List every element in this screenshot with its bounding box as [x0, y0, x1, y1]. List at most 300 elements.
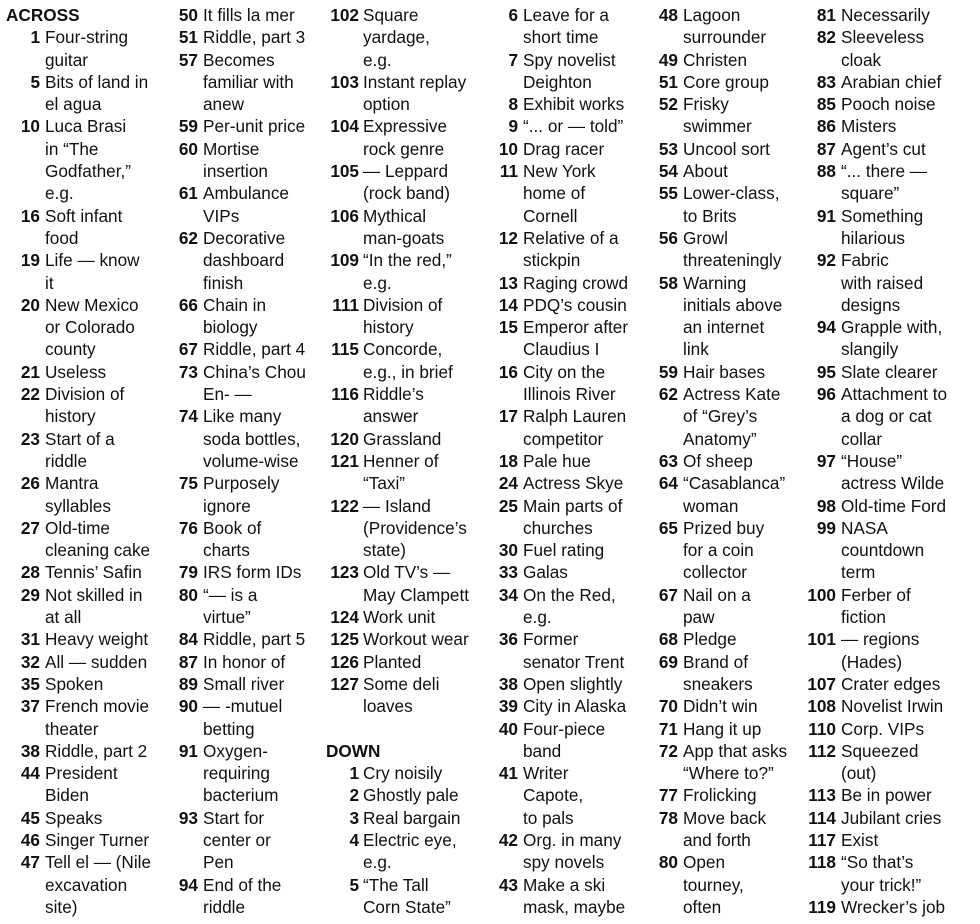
clue-text-line: ignore: [203, 495, 251, 516]
clue-text-line: at all: [45, 607, 82, 628]
clue-number: 7: [508, 49, 518, 70]
clue: [496, 227, 648, 272]
clue-text-line: En- —: [203, 384, 252, 405]
clue-text-line: — regions: [841, 629, 920, 650]
clue-text-line: Writer: [523, 763, 569, 784]
clue-text-line: Emperor after: [523, 317, 629, 338]
clue-number: 48: [658, 5, 678, 25]
clue-text-line: IRS form IDs: [203, 562, 302, 583]
clue: [170, 673, 320, 695]
clue: [654, 272, 804, 361]
clue: [496, 495, 648, 540]
clue-number: 79: [178, 562, 198, 583]
clue-text-line: Heavy weight: [45, 629, 149, 650]
clue-number: 27: [20, 517, 40, 538]
clue: [170, 472, 320, 517]
clue: [326, 71, 490, 116]
clue-number: 9: [508, 116, 518, 137]
clue-number: 56: [658, 227, 678, 248]
clue-text-line: paw: [683, 607, 715, 628]
clue-text-line: Make a ski: [523, 874, 606, 895]
clue-text-line: Oxygen-: [203, 740, 268, 761]
clue-text-line: insertion: [203, 161, 268, 182]
clue: [326, 628, 490, 650]
clue-text-line: Planted: [363, 651, 422, 672]
clue-text-line: Grassland: [363, 428, 442, 449]
section-spacer: [326, 718, 490, 740]
clue-number: 31: [20, 629, 40, 650]
clue-number: 38: [498, 673, 518, 694]
clue: [654, 450, 804, 472]
clue: [326, 160, 490, 205]
clue-number: 67: [658, 584, 678, 605]
clue-text-line: Old-time Ford: [841, 495, 947, 516]
clue-number: 17: [498, 406, 518, 427]
clue: [654, 49, 804, 71]
clue-text-line: stickpin: [523, 250, 581, 271]
clue-number: 11: [499, 161, 518, 182]
clue: [6, 740, 161, 762]
clue-text-line: President: [45, 763, 118, 784]
clue-text-line: Mortise: [203, 138, 260, 159]
clue: [805, 450, 975, 495]
clue-text-line: Novelist Irwin: [841, 696, 944, 717]
clue-number: 111: [332, 294, 359, 315]
clue-text-line: Like many: [203, 406, 282, 427]
clue: [805, 851, 975, 896]
clue: [326, 651, 490, 673]
clue-text-line: Arabian chief: [841, 71, 942, 92]
clue-text-line: man-goats: [363, 227, 445, 248]
clue-text-line: loaves: [363, 696, 413, 717]
clue: [326, 338, 490, 383]
clue-number: 99: [816, 517, 836, 538]
clue-text-line: Soft infant: [45, 205, 123, 226]
clue-text-line: countdown: [841, 540, 925, 561]
clue-text-line: Instant replay: [363, 71, 467, 92]
clue-text-line: “In the red,”: [363, 250, 452, 271]
clue-text-line: Mythical: [363, 205, 427, 226]
clue-text-line: (Hades): [841, 651, 903, 672]
clue-text-line: of “Grey’s: [683, 406, 758, 427]
clue: [496, 472, 648, 494]
clue-text-line: surrounder: [683, 27, 767, 48]
clue-text-line: familiar with: [203, 71, 294, 92]
clue-text-line: Grapple with,: [841, 317, 943, 338]
clue: [170, 651, 320, 673]
clue: [805, 71, 975, 93]
clue-text-line: Riddle, part 4: [203, 339, 306, 360]
clue-text-line: End of the: [203, 874, 282, 895]
clue: [170, 115, 320, 137]
clue-number: 8: [508, 94, 518, 115]
clue-text-line: to Brits: [683, 205, 737, 226]
clue-text-line: betting: [203, 718, 255, 739]
clue: [654, 740, 804, 785]
clue: [170, 4, 320, 26]
clue-text-line: answer: [363, 406, 419, 427]
clue: [496, 361, 648, 406]
clue: [805, 316, 975, 361]
clue-text-line: In honor of: [203, 651, 286, 672]
clue-text-line: Uncool sort: [683, 138, 770, 159]
clue-text-line: Ghostly pale: [363, 785, 459, 806]
clue-number: 98: [816, 495, 836, 516]
clue-text-line: Spy novelist: [523, 49, 616, 70]
clue-text-line: Of sheep: [683, 450, 753, 471]
clue: [496, 561, 648, 583]
clue: [6, 428, 161, 473]
clue-number: 10: [20, 116, 40, 137]
clue-text-line: Christen: [683, 49, 747, 70]
clue-text-line: May Clampett: [363, 584, 470, 605]
clue: [805, 93, 975, 115]
clue: [805, 160, 975, 205]
clue: [6, 71, 161, 116]
clue: [805, 361, 975, 383]
clue-number: 100: [807, 584, 836, 605]
clue-text-line: square”: [841, 183, 900, 204]
clue-text-line: cleaning cake: [45, 540, 151, 561]
clue: [805, 249, 975, 316]
clue-text-line: requiring: [203, 763, 270, 784]
clue: [6, 829, 161, 851]
clue-number: 36: [498, 629, 518, 650]
clue-text-line: Leave for a: [523, 5, 609, 25]
clue-number: 81: [816, 5, 836, 25]
clue-text-line: VIPs: [203, 205, 240, 226]
clue: [170, 628, 320, 650]
clue-text-line: PDQ’s cousin: [523, 294, 627, 315]
clue: [496, 695, 648, 717]
clue-number: 74: [178, 406, 198, 427]
clue-number: 24: [498, 473, 518, 494]
clue: [170, 740, 320, 807]
clue-text-line: yardage,: [363, 27, 430, 48]
clue: [654, 4, 804, 49]
clue-text-line: “The Tall: [363, 874, 429, 895]
clue: [805, 138, 975, 160]
clue: [170, 182, 320, 227]
clue-number: 37: [20, 696, 40, 717]
clue-text-line: Move back: [683, 807, 767, 828]
clue-text-line: Godfather,”: [45, 161, 131, 182]
clue: [6, 762, 161, 807]
clue-text-line: Core group: [683, 71, 769, 92]
clue-text-line: site): [45, 896, 78, 917]
clue-text-line: Be in power: [841, 785, 932, 806]
clue-text-line: term: [841, 562, 876, 583]
clue: [654, 584, 804, 629]
clue: [805, 584, 975, 629]
clue-text-line: Start for: [203, 807, 265, 828]
clue-text-line: Spoken: [45, 673, 104, 694]
clue-number: 94: [816, 317, 836, 338]
clue-text-line: “Taxi”: [363, 473, 406, 494]
clue-text-line: Agent’s cut: [841, 138, 926, 159]
clue-text-line: Actress Skye: [523, 473, 624, 494]
clue-number: 66: [178, 294, 198, 315]
clue: [170, 138, 320, 183]
clue-text-line: actress Wilde: [841, 473, 945, 494]
clue-text-line: Riddle, part 2: [45, 740, 148, 761]
clue-text-line: Small river: [203, 673, 285, 694]
clue-text-line: excavation: [45, 874, 128, 895]
clue-text-line: anew: [203, 94, 245, 115]
clue-text-line: — Leppard: [363, 161, 449, 182]
clue-text-line: band: [523, 740, 562, 761]
clue: [805, 517, 975, 584]
clue-text-line: Ambulance: [203, 183, 289, 204]
clue-number: 115: [331, 339, 359, 360]
clue-number: 125: [330, 629, 359, 650]
clue: [170, 695, 320, 740]
clue-text-line: Four-piece: [523, 718, 606, 739]
clue-number: 54: [658, 161, 678, 182]
clue-column-2: [170, 4, 320, 918]
clue-text-line: Mantra: [45, 473, 99, 494]
clue-text-line: Real bargain: [363, 807, 461, 828]
clue-text-line: volume-wise: [203, 450, 299, 471]
clue-text-line: Attachment to: [841, 384, 948, 405]
clue-number: 120: [330, 428, 359, 449]
clue-text-line: Prized buy: [683, 517, 765, 538]
clue: [170, 807, 320, 874]
clue: [496, 829, 648, 874]
clue: [6, 115, 161, 204]
clue-text-line: Book of: [203, 517, 262, 538]
clue-text-line: Bits of land in: [45, 71, 149, 92]
clue-text-line: often: [683, 896, 722, 917]
clue-text-line: spy novels: [523, 852, 605, 873]
clue-number: 39: [498, 696, 518, 717]
clue-number: 20: [20, 294, 40, 315]
clue-text-line: Pen: [203, 852, 234, 873]
clue-text-line: “Where to?”: [683, 763, 774, 784]
clue-number: 50: [178, 5, 198, 25]
clue-text-line: home of: [523, 183, 586, 204]
clue-number: 61: [178, 183, 198, 204]
clue-text-line: Old TV’s —: [363, 562, 451, 583]
clue-text-line: “... or — told”: [523, 116, 624, 137]
clue: [805, 896, 975, 918]
clue-number: 116: [331, 384, 359, 405]
clue-text-line: Growl: [683, 227, 728, 248]
clue-number: 2: [349, 785, 359, 806]
clue: [496, 115, 648, 137]
clue-number: 5: [349, 874, 359, 895]
clue-text-line: center or: [203, 829, 271, 850]
clue-text-line: state): [363, 540, 406, 561]
clue-number: 90: [178, 696, 198, 717]
clue: [805, 115, 975, 137]
clue-text-line: mask, maybe: [523, 896, 626, 917]
clue: [654, 784, 804, 806]
clue-number: 113: [808, 785, 836, 806]
clue-number: 108: [807, 696, 836, 717]
clue-text-line: soda bottles,: [203, 428, 301, 449]
clue-text-line: hilarious: [841, 227, 906, 248]
clue-number: 65: [658, 517, 678, 538]
clue-text-line: Sleeveless: [841, 27, 925, 48]
clue: [326, 829, 490, 874]
clue-number: 57: [178, 49, 198, 70]
clue-number: 23: [20, 428, 40, 449]
clue: [805, 26, 975, 71]
clue: [6, 695, 161, 740]
clue-text-line: e.g., in brief: [363, 361, 453, 382]
clue-number: 124: [330, 607, 359, 628]
clue: [654, 472, 804, 517]
clue-text-line: Electric eye,: [363, 829, 457, 850]
clue-text-line: or Colorado: [45, 317, 135, 338]
clue: [326, 784, 490, 806]
clue-text-line: Main parts of: [523, 495, 623, 516]
clue-text-line: Becomes: [203, 49, 275, 70]
clue-text-line: Tell el — (Nile: [45, 852, 152, 873]
clue-text-line: Nail on a: [683, 584, 751, 605]
clue: [805, 4, 975, 26]
clue-text-line: initials above: [683, 294, 783, 315]
clue: [654, 651, 804, 696]
clue-text-line: Life — know: [45, 250, 140, 271]
clue: [6, 807, 161, 829]
clue-text-line: dashboard: [203, 250, 285, 271]
clue-text-line: designs: [841, 294, 901, 315]
clue: [654, 517, 804, 584]
clue-number: 25: [498, 495, 518, 516]
clue-text-line: Riddle, part 5: [203, 629, 306, 650]
clue-number: 1: [30, 27, 40, 48]
clue: [6, 205, 161, 250]
clue-text-line: for a coin: [683, 540, 754, 561]
clue-number: 32: [20, 651, 40, 672]
clue-text-line: threateningly: [683, 250, 782, 271]
clue-number: 69: [658, 651, 678, 672]
clue: [805, 628, 975, 673]
clue-text-line: link: [683, 339, 709, 360]
clue-number: 71: [658, 718, 678, 739]
clue-number: 21: [20, 361, 40, 382]
clue-number: 67: [178, 339, 198, 360]
clue: [326, 807, 490, 829]
clue-text-line: Luca Brasi: [45, 116, 127, 137]
clue-number: 62: [658, 384, 678, 405]
clue-number: 78: [658, 807, 678, 828]
clue-number: 10: [498, 138, 518, 159]
clue-number: 123: [330, 562, 359, 583]
clue: [805, 205, 975, 250]
clue: [170, 405, 320, 472]
clue: [654, 361, 804, 383]
clue-text-line: el agua: [45, 94, 102, 115]
clue-text-line: Cornell: [523, 205, 578, 226]
clue-text-line: Per-unit price: [203, 116, 306, 137]
clue-text-line: Not skilled in: [45, 584, 143, 605]
clue-text-line: Deighton: [523, 71, 592, 92]
clue: [805, 784, 975, 806]
clue: [170, 517, 320, 562]
clue-number: 101: [807, 629, 836, 650]
clue-number: 104: [330, 116, 359, 137]
clue-number: 4: [349, 829, 359, 850]
clue-text-line: food: [45, 227, 79, 248]
clue-number: 59: [658, 361, 678, 382]
clue-text-line: Riddle’s: [363, 384, 424, 405]
clue-text-line: with raised: [841, 272, 924, 293]
clue-number: 51: [658, 71, 678, 92]
clue-number: 122: [330, 495, 359, 516]
clue-number: 84: [178, 629, 198, 650]
clue-number: 119: [808, 896, 836, 917]
clue-text-line: Pooch noise: [841, 94, 936, 115]
clue-text-line: Pale hue: [523, 450, 591, 471]
clue-text-line: (Providence’s: [363, 517, 467, 538]
clue: [326, 294, 490, 339]
clue-number: 42: [498, 829, 518, 850]
clue-number: 47: [20, 852, 40, 873]
clue: [496, 4, 648, 49]
clue-text-line: Anatomy”: [683, 428, 757, 449]
clue-text-line: Jubilant cries: [841, 807, 942, 828]
clue-number: 6: [508, 5, 518, 25]
clue: [326, 115, 490, 160]
clue-number: 59: [178, 116, 198, 137]
clue-text-line: Former: [523, 629, 579, 650]
clue-number: 12: [498, 227, 518, 248]
clue: [326, 762, 490, 784]
clue: [805, 829, 975, 851]
clue-number: 86: [816, 116, 836, 137]
clue-text-line: Division of: [45, 384, 125, 405]
clue-number: 63: [658, 450, 678, 471]
clue-text-line: Henner of: [363, 450, 439, 471]
clue: [496, 628, 648, 673]
clue-text-line: Concorde,: [363, 339, 443, 360]
clue: [326, 673, 490, 718]
clue-text-line: Four-string: [45, 27, 129, 48]
clue: [654, 138, 804, 160]
clue-number: 110: [808, 718, 836, 739]
clue: [805, 673, 975, 695]
clue-text-line: Drag racer: [523, 138, 605, 159]
clue-number: 80: [658, 852, 678, 873]
clue-number: 35: [20, 673, 40, 694]
clue: [805, 383, 975, 450]
clue-text-line: county: [45, 339, 96, 360]
clue-number: 107: [807, 673, 836, 694]
clue-text-line: New Mexico: [45, 294, 139, 315]
clue: [496, 160, 648, 227]
clue-text-line: Fuel rating: [523, 540, 605, 561]
clue-number: 1: [349, 763, 359, 784]
clue-text-line: Raging crowd: [523, 272, 629, 293]
clue: [6, 294, 161, 361]
clue: [654, 383, 804, 450]
clue: [326, 450, 490, 495]
clue: [170, 338, 320, 360]
clue-text-line: Corn State”: [363, 896, 451, 917]
clue-text-line: Some deli: [363, 673, 440, 694]
clue-text-line: Misters: [841, 116, 897, 137]
clue-column-3: [326, 4, 490, 918]
clue-number: 117: [808, 829, 836, 850]
clue: [170, 294, 320, 339]
clue-column-6: [805, 4, 975, 918]
clue-text-line: Singer Turner: [45, 829, 150, 850]
clue-text-line: in “The: [45, 138, 99, 159]
clue-text-line: Galas: [523, 562, 568, 583]
